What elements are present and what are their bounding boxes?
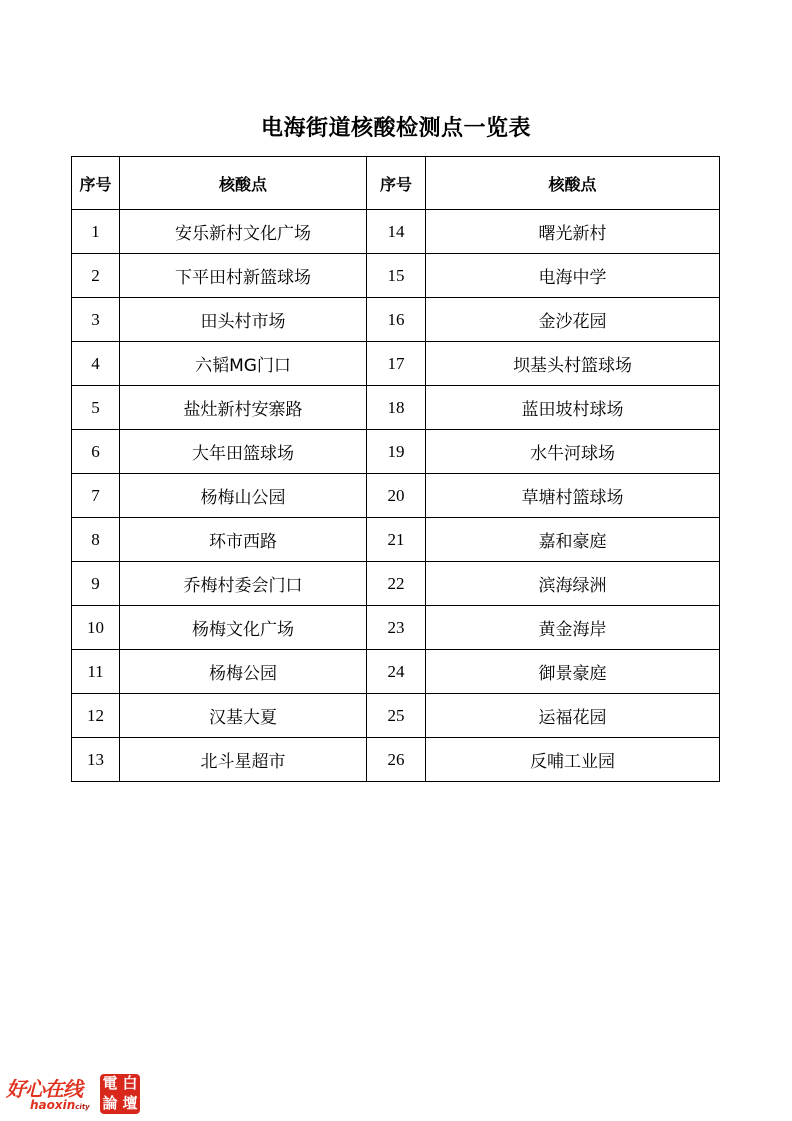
serial-cell: 3 [72, 298, 120, 342]
seal-char: 壇 [122, 1094, 138, 1112]
point-cell: 黄金海岸 [426, 606, 720, 650]
serial-cell: 21 [367, 518, 426, 562]
seal-char: 白 [122, 1074, 138, 1092]
table-row [72, 254, 720, 298]
point-cell: 嘉和豪庭 [426, 518, 720, 562]
table-row [72, 738, 720, 782]
serial-cell: 22 [367, 562, 426, 606]
table-row [72, 562, 720, 606]
watermark-text-en: haoxincity [30, 1098, 90, 1112]
serial-cell: 1 [72, 210, 120, 254]
serial-cell: 11 [72, 650, 120, 694]
serial-cell: 16 [367, 298, 426, 342]
watermark-text-cn: 好心在线 [6, 1077, 82, 1101]
point-cell: 反哺工业园 [426, 738, 720, 782]
point-cell: 环市西路 [120, 518, 367, 562]
serial-cell: 13 [72, 738, 120, 782]
serial-cell: 19 [367, 430, 426, 474]
point-cell: 下平田村新篮球场 [120, 254, 367, 298]
serial-cell: 26 [367, 738, 426, 782]
header-point-1: 核酸点 [120, 157, 367, 210]
serial-cell: 14 [367, 210, 426, 254]
point-cell: 运福花园 [426, 694, 720, 738]
point-cell: 滨海绿洲 [426, 562, 720, 606]
point-cell: 金沙花园 [426, 298, 720, 342]
serial-cell: 24 [367, 650, 426, 694]
table-header-row [72, 157, 720, 210]
table-row [72, 650, 720, 694]
point-cell: 曙光新村 [426, 210, 720, 254]
point-cell: 汉基大夏 [120, 694, 367, 738]
serial-cell: 25 [367, 694, 426, 738]
serial-cell: 5 [72, 386, 120, 430]
point-cell: 安乐新村文化广场 [120, 210, 367, 254]
table-row [72, 342, 720, 386]
header-serial-1: 序号 [72, 157, 120, 210]
header-serial-2: 序号 [367, 157, 426, 210]
header-point-2: 核酸点 [426, 157, 720, 210]
table-row [72, 298, 720, 342]
seal-char: 論 [102, 1094, 118, 1112]
point-cell: 草塘村篮球场 [426, 474, 720, 518]
table-row [72, 210, 720, 254]
testing-points-table [71, 156, 720, 782]
site-watermark-logo [6, 1073, 138, 1117]
serial-cell: 15 [367, 254, 426, 298]
point-cell: 北斗星超市 [120, 738, 367, 782]
serial-cell: 7 [72, 474, 120, 518]
point-cell: 田头村市场 [120, 298, 367, 342]
serial-cell: 17 [367, 342, 426, 386]
serial-cell: 9 [72, 562, 120, 606]
table-row [72, 606, 720, 650]
table-row [72, 694, 720, 738]
point-cell: 蓝田坡村球场 [426, 386, 720, 430]
table-row [72, 474, 720, 518]
point-cell: 坝基头村篮球场 [426, 342, 720, 386]
point-cell: 大年田篮球场 [120, 430, 367, 474]
point-cell: 电海中学 [426, 254, 720, 298]
point-cell: 杨梅文化广场 [120, 606, 367, 650]
table-row [72, 430, 720, 474]
seal-char: 電 [102, 1074, 118, 1092]
serial-cell: 10 [72, 606, 120, 650]
point-cell: 乔梅村委会门口 [120, 562, 367, 606]
serial-cell: 6 [72, 430, 120, 474]
page-title: 电海街道核酸检测点一览表 [260, 115, 531, 141]
serial-cell: 4 [72, 342, 120, 386]
point-cell: 六韬MG门口 [120, 342, 367, 386]
watermark-seal [100, 1074, 140, 1114]
point-cell: 水牛河球场 [426, 430, 720, 474]
serial-cell: 18 [367, 386, 426, 430]
point-cell: 杨梅山公园 [120, 474, 367, 518]
serial-cell: 2 [72, 254, 120, 298]
serial-cell: 23 [367, 606, 426, 650]
point-cell: 盐灶新村安寨路 [120, 386, 367, 430]
point-cell: 杨梅公园 [120, 650, 367, 694]
serial-cell: 20 [367, 474, 426, 518]
table-row [72, 518, 720, 562]
serial-cell: 8 [72, 518, 120, 562]
point-cell: 御景豪庭 [426, 650, 720, 694]
serial-cell: 12 [72, 694, 120, 738]
table-row [72, 386, 720, 430]
